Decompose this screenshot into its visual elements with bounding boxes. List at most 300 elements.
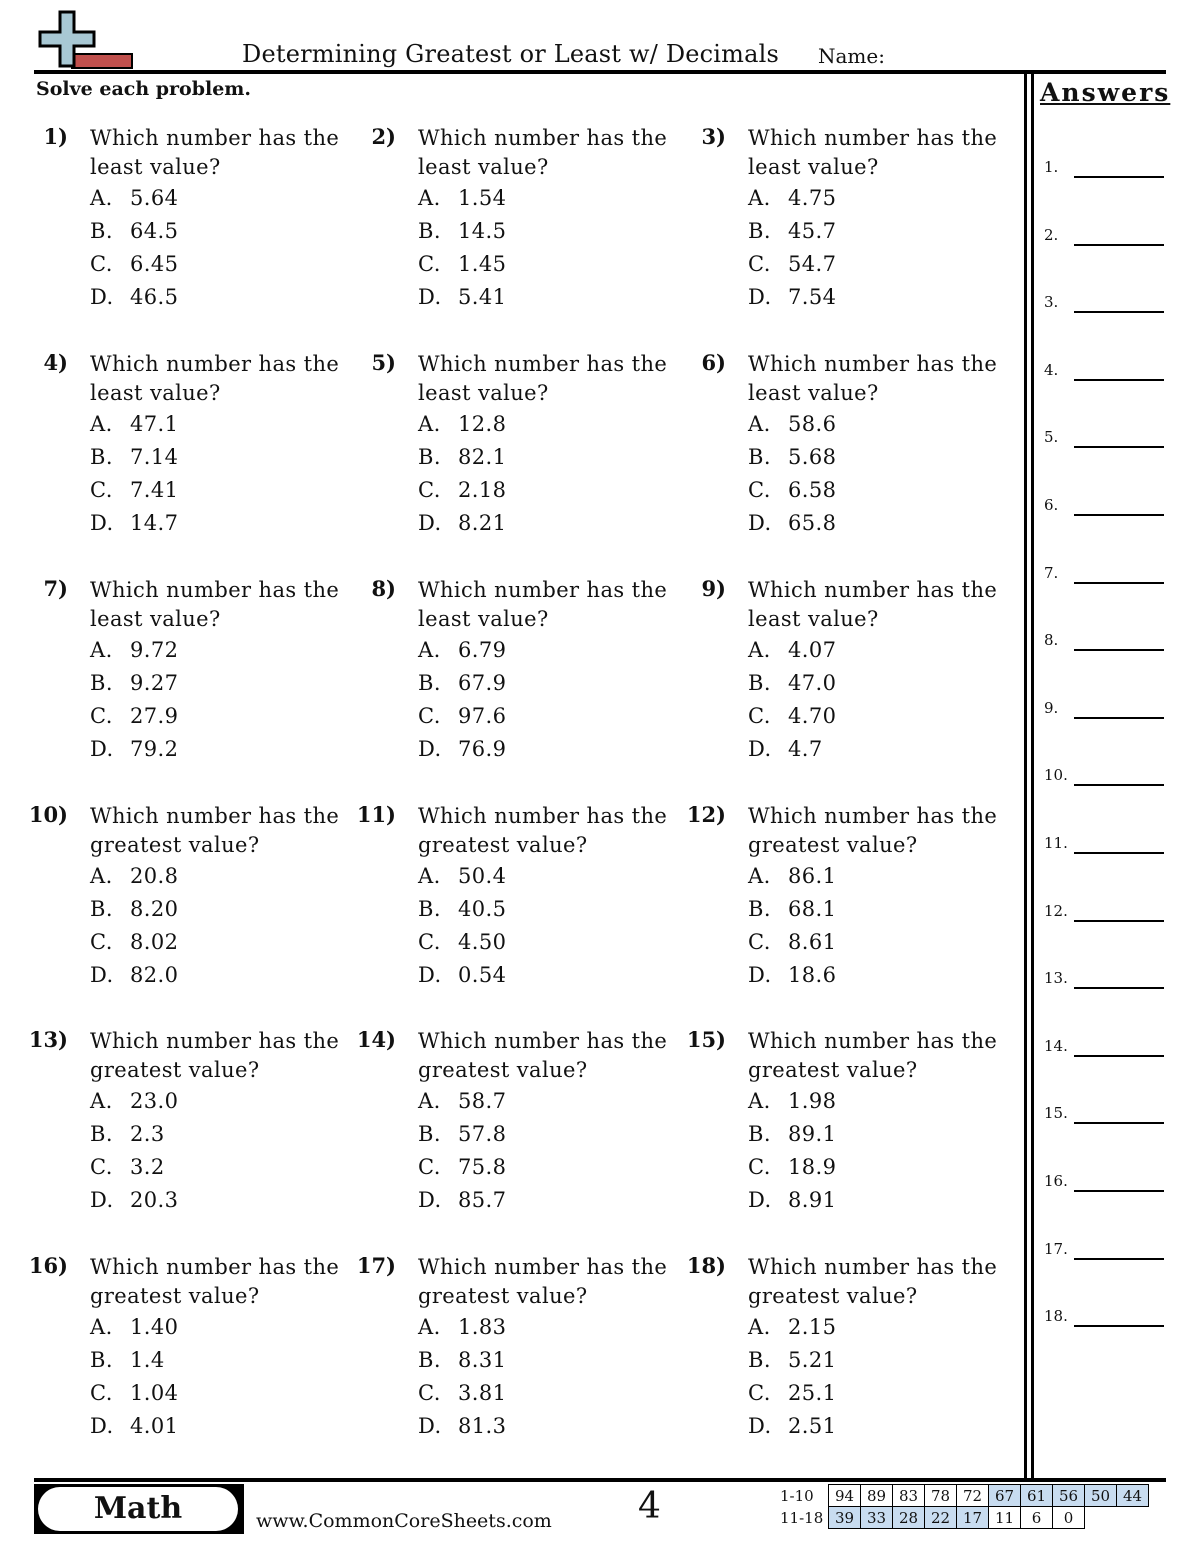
option-letter: C. <box>748 252 771 276</box>
problem-number: 18) <box>686 1253 726 1278</box>
answer-option <box>418 445 506 469</box>
answer-number: 8. <box>1044 631 1059 650</box>
answer-blank[interactable] <box>1074 852 1164 854</box>
answer-line[interactable] <box>1044 900 1164 922</box>
option-letter: C. <box>748 478 771 502</box>
answer-option <box>748 864 836 888</box>
option-value: 64.5 <box>130 219 179 243</box>
option-value: 3.81 <box>458 1381 507 1405</box>
answer-option <box>90 963 178 987</box>
answer-blank[interactable] <box>1074 1190 1164 1192</box>
answer-option <box>748 445 836 469</box>
math-plus-logo-icon <box>34 10 134 70</box>
option-value: 40.5 <box>458 897 507 921</box>
score-cell: 72 <box>957 1485 989 1507</box>
answer-option <box>748 897 836 921</box>
option-value: 4.07 <box>788 638 837 662</box>
problem-number: 17) <box>356 1253 396 1278</box>
option-value: 82.1 <box>458 445 507 469</box>
option-value: 7.41 <box>130 478 179 502</box>
option-letter: B. <box>90 671 113 695</box>
option-letter: C. <box>418 252 441 276</box>
answer-blank[interactable] <box>1074 1055 1164 1057</box>
option-value: 5.21 <box>788 1348 837 1372</box>
option-letter: B. <box>90 219 113 243</box>
answer-option <box>748 511 836 535</box>
answer-option <box>418 963 506 987</box>
problem-number: 9) <box>701 576 726 601</box>
score-cell: 0 <box>1053 1507 1085 1529</box>
option-letter: C. <box>418 1155 441 1179</box>
answer-blank[interactable] <box>1074 311 1164 313</box>
option-letter: D. <box>418 1188 442 1212</box>
answer-option <box>748 1414 836 1438</box>
option-value: 8.20 <box>130 897 179 921</box>
answer-line[interactable] <box>1044 1102 1164 1124</box>
answer-number: 2. <box>1044 225 1059 244</box>
problem-question: Which number has the greatest value? <box>418 1029 668 1082</box>
option-letter: A. <box>748 186 771 210</box>
option-letter: B. <box>418 671 441 695</box>
problem-question: Which number has the greatest value? <box>748 1029 998 1082</box>
option-letter: D. <box>90 963 114 987</box>
option-letter: A. <box>90 186 113 210</box>
option-value: 23.0 <box>130 1089 179 1113</box>
option-value: 8.31 <box>458 1348 507 1372</box>
answer-line[interactable] <box>1044 291 1164 313</box>
answer-blank[interactable] <box>1074 1122 1164 1124</box>
option-value: 81.3 <box>458 1414 507 1438</box>
answer-line[interactable] <box>1044 1035 1164 1057</box>
problem-question: Which number has the greatest value? <box>418 804 668 857</box>
answer-option <box>90 511 178 535</box>
option-value: 8.21 <box>458 511 507 535</box>
option-letter: B. <box>748 1348 771 1372</box>
option-letter: B. <box>418 219 441 243</box>
score-table <box>780 1484 1149 1529</box>
option-letter: B. <box>418 445 441 469</box>
option-letter: C. <box>748 930 771 954</box>
answer-option <box>748 219 836 243</box>
option-value: 2.18 <box>458 478 507 502</box>
option-letter: A. <box>748 1315 771 1339</box>
option-letter: D. <box>748 511 772 535</box>
answer-option <box>90 930 178 954</box>
option-letter: B. <box>748 1122 771 1146</box>
option-letter: B. <box>90 445 113 469</box>
answers-divider-inner <box>1031 72 1034 1482</box>
answer-option <box>418 1089 506 1113</box>
answer-option <box>748 704 836 728</box>
option-letter: A. <box>418 1315 441 1339</box>
option-value: 89.1 <box>788 1122 837 1146</box>
answer-number: 12. <box>1044 901 1068 920</box>
score-cell: 17 <box>957 1507 989 1529</box>
option-value: 20.3 <box>130 1188 179 1212</box>
option-value: 82.0 <box>130 963 179 987</box>
score-cell: 28 <box>893 1507 925 1529</box>
answer-option <box>90 1155 165 1179</box>
option-value: 2.51 <box>788 1414 837 1438</box>
answers-divider <box>1024 72 1027 1482</box>
answer-option <box>90 671 178 695</box>
problem-question: Which number has the least value? <box>90 578 340 631</box>
option-letter: D. <box>748 285 772 309</box>
answer-line[interactable] <box>1044 629 1164 651</box>
option-value: 8.02 <box>130 930 179 954</box>
option-value: 2.15 <box>788 1315 837 1339</box>
problem-question: Which number has the least value? <box>90 352 340 405</box>
option-value: 1.40 <box>130 1315 179 1339</box>
option-value: 85.7 <box>458 1188 507 1212</box>
answer-option <box>748 1122 836 1146</box>
footer-rule <box>34 1478 1166 1482</box>
answer-number: 17. <box>1044 1239 1068 1258</box>
answer-option <box>90 186 178 210</box>
option-value: 68.1 <box>788 897 837 921</box>
answer-number: 7. <box>1044 563 1059 582</box>
option-value: 1.45 <box>458 252 507 276</box>
answer-option <box>90 1089 178 1113</box>
problem-number: 16) <box>28 1253 68 1278</box>
option-value: 50.4 <box>458 864 507 888</box>
answer-line[interactable] <box>1044 967 1164 989</box>
answer-blank[interactable] <box>1074 649 1164 651</box>
subject-label: Math <box>38 1487 238 1531</box>
option-value: 8.61 <box>788 930 837 954</box>
answer-option <box>90 285 178 309</box>
answer-option <box>418 864 506 888</box>
answer-option <box>418 897 506 921</box>
problem-number: 1) <box>43 124 68 149</box>
answer-line[interactable] <box>1044 359 1164 381</box>
answer-option <box>90 252 178 276</box>
option-value: 12.8 <box>458 412 507 436</box>
answer-option <box>90 445 178 469</box>
answer-line[interactable] <box>1044 1238 1164 1260</box>
score-cell: 44 <box>1117 1485 1149 1507</box>
answer-blank[interactable] <box>1074 514 1164 516</box>
problem-number: 8) <box>371 576 396 601</box>
option-value: 1.83 <box>458 1315 507 1339</box>
problem-number: 7) <box>43 576 68 601</box>
answer-number: 10. <box>1044 766 1068 785</box>
option-letter: A. <box>748 412 771 436</box>
problem-question: Which number has the greatest value? <box>748 1255 998 1308</box>
answer-option <box>418 1188 506 1212</box>
answer-option <box>418 1348 506 1372</box>
option-letter: D. <box>90 285 114 309</box>
option-value: 47.0 <box>788 671 837 695</box>
answer-option <box>748 638 836 662</box>
option-value: 86.1 <box>788 864 837 888</box>
option-letter: C. <box>748 704 771 728</box>
option-letter: B. <box>748 445 771 469</box>
option-letter: B. <box>90 1122 113 1146</box>
answer-option <box>748 671 836 695</box>
answer-option <box>748 1348 836 1372</box>
option-value: 6.58 <box>788 478 837 502</box>
option-value: 5.64 <box>130 186 179 210</box>
answer-option <box>418 412 506 436</box>
option-value: 1.04 <box>130 1381 179 1405</box>
option-letter: C. <box>90 478 113 502</box>
problem-number: 3) <box>701 124 726 149</box>
problem-question: Which number has the greatest value? <box>90 1029 340 1082</box>
answer-number: 14. <box>1044 1036 1068 1055</box>
problem-question: Which number has the greatest value? <box>90 804 340 857</box>
answer-line[interactable] <box>1044 494 1164 516</box>
answer-blank[interactable] <box>1074 379 1164 381</box>
answer-option <box>90 412 178 436</box>
answer-option <box>748 1315 836 1339</box>
answer-number: 3. <box>1044 293 1059 312</box>
option-value: 14.5 <box>458 219 507 243</box>
answer-option <box>90 737 178 761</box>
score-row <box>780 1485 1149 1507</box>
answer-line[interactable] <box>1044 156 1164 178</box>
answer-option <box>90 1414 178 1438</box>
option-value: 20.8 <box>130 864 179 888</box>
problem-number: 2) <box>371 124 396 149</box>
option-value: 9.72 <box>130 638 179 662</box>
problem-question: Which number has the greatest value? <box>418 1255 668 1308</box>
answer-number: 6. <box>1044 496 1059 514</box>
answer-option <box>748 478 836 502</box>
answer-line[interactable] <box>1044 562 1164 584</box>
option-value: 1.4 <box>130 1348 165 1372</box>
answer-number: 11. <box>1044 834 1068 852</box>
option-value: 14.7 <box>130 511 179 535</box>
score-cell: 78 <box>925 1485 957 1507</box>
answer-option <box>748 1188 836 1212</box>
option-letter: D. <box>418 737 442 761</box>
option-value: 5.68 <box>788 445 837 469</box>
option-value: 1.54 <box>458 186 507 210</box>
score-cell: 56 <box>1053 1485 1085 1507</box>
option-value: 4.01 <box>130 1414 179 1438</box>
option-value: 4.70 <box>788 704 837 728</box>
answer-number: 18. <box>1044 1307 1068 1326</box>
answer-option <box>90 638 178 662</box>
answer-line[interactable] <box>1044 1305 1164 1327</box>
option-letter: B. <box>418 897 441 921</box>
answer-option <box>418 737 506 761</box>
option-letter: A. <box>418 1089 441 1113</box>
score-cell: 33 <box>861 1507 893 1529</box>
answer-number: 9. <box>1044 698 1059 717</box>
answer-option <box>418 1414 506 1438</box>
option-value: 67.9 <box>458 671 507 695</box>
problem-question: Which number has the least value? <box>748 126 998 179</box>
answer-blank[interactable] <box>1074 244 1164 246</box>
option-letter: B. <box>748 671 771 695</box>
problem-question: Which number has the least value? <box>418 352 668 405</box>
option-letter: A. <box>90 1315 113 1339</box>
option-letter: A. <box>418 638 441 662</box>
answers-title: Answers <box>1040 78 1171 107</box>
option-value: 3.2 <box>130 1155 165 1179</box>
score-row-label: 1-10 <box>780 1486 814 1505</box>
answer-line[interactable] <box>1044 1170 1164 1192</box>
answer-option <box>418 186 506 210</box>
answer-option <box>418 478 506 502</box>
answer-blank[interactable] <box>1074 784 1164 786</box>
answer-option <box>90 478 178 502</box>
option-value: 25.1 <box>788 1381 837 1405</box>
problem-question: Which number has the greatest value? <box>748 804 998 857</box>
option-letter: B. <box>90 897 113 921</box>
answer-option <box>418 252 506 276</box>
answer-blank[interactable] <box>1074 1258 1164 1260</box>
worksheet-title: Determining Greatest or Least w/ Decimals <box>242 40 780 68</box>
website-link[interactable]: www.CommonCoreSheets.com <box>256 1510 552 1532</box>
answer-option <box>418 638 506 662</box>
score-cell: 6 <box>1021 1507 1053 1529</box>
answer-blank[interactable] <box>1074 176 1164 178</box>
problem-number: 6) <box>701 350 726 375</box>
option-value: 6.79 <box>458 638 507 662</box>
option-letter: D. <box>418 285 442 309</box>
score-cell: 67 <box>989 1485 1021 1507</box>
option-value: 2.3 <box>130 1122 165 1146</box>
problem-question: Which number has the least value? <box>748 578 998 631</box>
answer-option <box>418 1315 506 1339</box>
subject-badge <box>34 1484 244 1534</box>
option-letter: B. <box>90 1348 113 1372</box>
answer-option <box>90 1348 165 1372</box>
option-value: 58.6 <box>788 412 837 436</box>
option-letter: D. <box>418 1414 442 1438</box>
option-value: 47.1 <box>130 412 179 436</box>
option-value: 54.7 <box>788 252 837 276</box>
option-value: 7.54 <box>788 285 837 309</box>
answer-line[interactable] <box>1044 764 1164 786</box>
answer-option <box>748 1381 836 1405</box>
answer-option <box>748 737 823 761</box>
score-cell: 39 <box>829 1507 861 1529</box>
option-letter: C. <box>418 478 441 502</box>
option-value: 8.91 <box>788 1188 837 1212</box>
option-letter: B. <box>418 1348 441 1372</box>
option-value: 18.6 <box>788 963 837 987</box>
answer-blank[interactable] <box>1074 920 1164 922</box>
score-row <box>780 1507 1149 1529</box>
option-letter: C. <box>90 1381 113 1405</box>
problem-question: Which number has the least value? <box>748 352 998 405</box>
answer-line[interactable] <box>1044 697 1164 719</box>
option-value: 4.7 <box>788 737 823 761</box>
option-letter: C. <box>748 1381 771 1405</box>
option-letter: C. <box>90 1155 113 1179</box>
option-letter: B. <box>748 219 771 243</box>
option-value: 76.9 <box>458 737 507 761</box>
option-letter: D. <box>90 511 114 535</box>
answer-option <box>748 930 836 954</box>
option-letter: A. <box>90 864 113 888</box>
option-letter: D. <box>748 963 772 987</box>
answer-option <box>748 285 836 309</box>
option-letter: C. <box>90 252 113 276</box>
option-value: 6.45 <box>130 252 179 276</box>
answer-option <box>418 1381 506 1405</box>
page-number: 4 <box>638 1486 661 1527</box>
answer-blank[interactable] <box>1074 987 1164 989</box>
option-letter: D. <box>90 737 114 761</box>
option-letter: D. <box>748 737 772 761</box>
option-value: 4.50 <box>458 930 507 954</box>
option-letter: C. <box>90 930 113 954</box>
option-letter: B. <box>418 1122 441 1146</box>
answer-blank[interactable] <box>1074 446 1164 448</box>
option-letter: A. <box>748 864 771 888</box>
score-cell: 22 <box>925 1507 957 1529</box>
option-letter: C. <box>418 930 441 954</box>
answer-option <box>418 285 506 309</box>
answer-line[interactable] <box>1044 426 1164 448</box>
option-value: 58.7 <box>458 1089 507 1113</box>
problem-question: Which number has the least value? <box>418 578 668 631</box>
answer-option <box>90 219 178 243</box>
option-letter: C. <box>90 704 113 728</box>
answer-number: 15. <box>1044 1104 1068 1123</box>
option-value: 65.8 <box>788 511 837 535</box>
option-letter: A. <box>90 412 113 436</box>
answer-number: 5. <box>1044 428 1059 447</box>
answer-option <box>748 186 836 210</box>
score-cell: 83 <box>893 1485 925 1507</box>
answer-option <box>90 1122 165 1146</box>
answer-blank[interactable] <box>1074 717 1164 719</box>
problem-number: 11) <box>356 802 396 827</box>
option-value: 97.6 <box>458 704 507 728</box>
problem-number: 14) <box>356 1027 396 1052</box>
problem-question: Which number has the least value? <box>418 126 668 179</box>
score-cell: 89 <box>861 1485 893 1507</box>
answer-blank[interactable] <box>1074 582 1164 584</box>
problem-number: 5) <box>371 350 396 375</box>
answer-option <box>418 930 506 954</box>
answer-option <box>90 704 178 728</box>
answer-option <box>90 1315 178 1339</box>
answer-line[interactable] <box>1044 224 1164 246</box>
option-value: 0.54 <box>458 963 507 987</box>
option-value: 1.98 <box>788 1089 837 1113</box>
option-value: 57.8 <box>458 1122 507 1146</box>
option-letter: D. <box>748 1414 772 1438</box>
answer-option <box>748 412 836 436</box>
score-cell: 50 <box>1085 1485 1117 1507</box>
option-value: 46.5 <box>130 285 179 309</box>
answer-number: 13. <box>1044 969 1068 988</box>
score-row-label: 11-18 <box>780 1508 824 1527</box>
answer-line[interactable] <box>1044 832 1164 854</box>
problem-question: Which number has the greatest value? <box>90 1255 340 1308</box>
answer-option <box>748 1089 836 1113</box>
option-letter: A. <box>418 186 441 210</box>
option-letter: B. <box>748 897 771 921</box>
header-rule <box>34 70 1166 74</box>
answer-blank[interactable] <box>1074 1325 1164 1327</box>
problem-number: 4) <box>43 350 68 375</box>
option-letter: D. <box>90 1188 114 1212</box>
option-letter: A. <box>748 638 771 662</box>
option-value: 45.7 <box>788 219 837 243</box>
problem-question: Which number has the least value? <box>90 126 340 179</box>
answer-option <box>418 671 506 695</box>
answer-option <box>418 219 506 243</box>
option-value: 5.41 <box>458 285 507 309</box>
